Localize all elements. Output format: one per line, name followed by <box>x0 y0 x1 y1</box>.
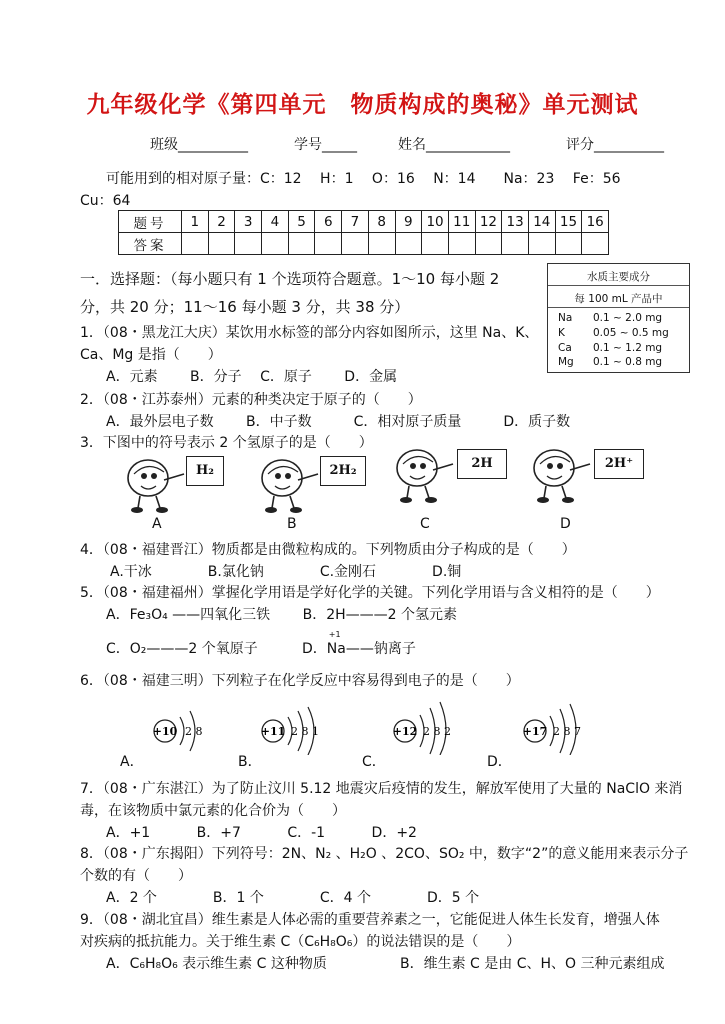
answer-table-number-row <box>119 211 609 233</box>
atomic-mass-cu: Cu：64 <box>80 193 131 209</box>
answer-cell[interactable] <box>422 233 449 255</box>
atom-diagram-d <box>520 703 600 755</box>
question-1-stem-cont: Ca、Mg 是指（ ） <box>80 347 222 363</box>
answer-table-answer-row <box>119 233 609 255</box>
answer-table-row-label: 答案 <box>119 233 182 255</box>
nucleus-label: +10 <box>152 725 178 738</box>
element-symbol: Ca <box>558 342 572 354</box>
answer-cell[interactable] <box>235 233 262 255</box>
answer-cell[interactable] <box>368 233 395 255</box>
question-number-cell: 4 <box>262 211 289 233</box>
question-4-options: A.干冰 B.氯化钠 C.金刚石 D.铜 <box>110 564 462 580</box>
question-8-stem: 8．（08・广东揭阳）下列符号：2N、N₂ 、H₂O 、2CO、SO₂ 中，数字“2”的意义能用来表示分子 <box>80 846 689 862</box>
question-number-cell: 3 <box>235 211 262 233</box>
question-number-cell: 9 <box>395 211 422 233</box>
electron-shells: 2 8 2 <box>423 725 451 738</box>
cartoon-kid-icon <box>534 450 590 503</box>
atom-option-b: B． <box>238 754 262 770</box>
section-heading-line2: 分，共 20 分；11～16 每小题 3 分，共 38 分） <box>80 298 410 316</box>
question-8-stem-cont: 个数的有（ ） <box>80 868 192 884</box>
element-symbol: Na <box>558 312 573 324</box>
question-number-cell: 2 <box>208 211 235 233</box>
option-d-suffix: ——钠离子 <box>345 641 416 657</box>
cartoon-kid-icon <box>262 460 318 513</box>
question-number-cell: 1 <box>182 211 209 233</box>
question-1-options: A．元素 B．分子 C．原子 D．金属 <box>106 369 398 385</box>
element-value: 0.1 ~ 0.8 mg <box>593 356 663 368</box>
answer-cell[interactable] <box>395 233 422 255</box>
divider <box>548 307 689 308</box>
question-number-cell: 6 <box>315 211 342 233</box>
question-number-cell: 13 <box>502 211 529 233</box>
question-5-stem: 5．（08・福建福州）掌握化学用语是学好化学的关键。下列化学用语与含义相符的是（ ） <box>80 585 660 601</box>
question-number-cell: 16 <box>582 211 609 233</box>
question-6-stem: 6．（08・福建三明）下列粒子在化学反应中容易得到电子的是（ ） <box>80 673 520 689</box>
electron-shells: 2 8 1 <box>291 725 319 738</box>
charge-annotation: +1 <box>328 630 341 639</box>
answer-cell[interactable] <box>315 233 342 255</box>
score-field: 评分__________ <box>566 137 664 153</box>
answer-cell[interactable] <box>475 233 502 255</box>
electron-shells: 2 8 <box>185 725 203 738</box>
atom-option-d: D． <box>487 754 512 770</box>
element-symbol: Mg <box>558 356 574 368</box>
question-number-cell: 8 <box>368 211 395 233</box>
student-id-field: 学号_____ <box>294 137 357 153</box>
question-9-stem-cont: 对疾病的抵抗能力。关于维生素 C（C₆H₈O₆）的说法错误的是（ ） <box>80 934 521 950</box>
cartoon-kid-icon <box>128 460 184 513</box>
element-value: 0.05 ~ 0.5 mg <box>593 327 669 339</box>
question-number-cell: 5 <box>288 211 315 233</box>
water-label-title: 水质主要成分 <box>587 271 650 283</box>
symbol-board-c: 2H <box>457 449 507 479</box>
question-number-cell: 12 <box>475 211 502 233</box>
question-7-stem: 7．（08・广东湛江）为了防止汶川 5.12 地震灾后疫情的发生，解放军使用了大量的 NaClO 来消 <box>80 781 683 797</box>
option-d-prefix: D． <box>302 641 327 657</box>
nucleus-label: +12 <box>392 725 418 738</box>
question-7-stem-cont: 毒，在该物质中氯元素的化合价为（ ） <box>80 803 346 819</box>
symbol-board-a: H₂ <box>186 456 224 486</box>
answer-cell[interactable] <box>582 233 609 255</box>
section-heading-line1: 一．选择题：（每小题只有 1 个选项符合题意。1～10 每小题 2 <box>80 270 500 288</box>
cartoon-kid-icon <box>397 450 453 503</box>
answer-cell[interactable] <box>448 233 475 255</box>
answer-cell[interactable] <box>342 233 369 255</box>
question-number-cell: 7 <box>342 211 369 233</box>
answer-cell[interactable] <box>262 233 289 255</box>
water-label-table <box>547 263 690 373</box>
question-4-stem: 4．（08・福建晋江）物质都是由微粒构成的。下列物质由分子构成的是（ ） <box>80 542 576 558</box>
element-symbol: Na <box>326 641 346 657</box>
question-1-stem: 1．（08・黑龙江大庆）某饮用水标签的部分内容如图所示，这里 Na、K、 <box>80 325 539 341</box>
atom-diagram-b <box>258 705 338 755</box>
divider <box>548 285 689 286</box>
element-value: 0.1 ~ 1.2 mg <box>593 342 663 354</box>
water-label-subtitle: 每 100 mL 产品中 <box>574 293 663 305</box>
answer-cell[interactable] <box>502 233 529 255</box>
answer-cell[interactable] <box>208 233 235 255</box>
question-number-cell: 14 <box>528 211 555 233</box>
figure-label-c: C <box>420 516 430 532</box>
question-2-options: A．最外层电子数 B．中子数 C．相对原子质量 D．质子数 <box>106 414 571 430</box>
question-9-stem: 9．（08・湖北宜昌）维生素是人体必需的重要营养素之一，它能促进人体生长发育，增强人体 <box>80 912 660 928</box>
page-title: 九年级化学《第四单元 物质构成的奥秘》单元测试 <box>86 91 639 118</box>
sodium-symbol <box>326 630 346 657</box>
name-field: 姓名____________ <box>398 137 510 153</box>
question-9-option-b: B．维生素 C 是由 C、H、O 三种元素组成 <box>400 956 665 972</box>
figure-label-b: B <box>287 516 297 532</box>
atom-diagram-a <box>150 705 220 755</box>
nucleus-label: +11 <box>260 725 286 738</box>
question-number-cell: 11 <box>448 211 475 233</box>
element-value: 0.1 ~ 2.0 mg <box>593 312 663 324</box>
symbol-board-b: 2H₂ <box>320 456 366 486</box>
question-number-cell: 10 <box>422 211 449 233</box>
question-5-option-ab: A．Fe₃O₄ ——四氧化三铁 B．2H———2 个氢元素 <box>106 607 458 623</box>
question-2-stem: 2．（08・江苏泰州）元素的种类决定于原子的（ ） <box>80 392 422 408</box>
answer-cell[interactable] <box>555 233 582 255</box>
atom-option-a: A． <box>120 754 144 770</box>
answer-cell[interactable] <box>288 233 315 255</box>
atomic-mass-line: 可能用到的相对原子量：C：12 H：1 O：16 N：14 Na：23 Fe：56 <box>106 171 621 187</box>
nucleus-label: +17 <box>522 725 548 738</box>
symbol-board-d: 2H⁺ <box>594 449 644 479</box>
answer-table-row-label: 题号 <box>119 211 182 233</box>
question-5-option-d <box>302 630 416 658</box>
question-7-options: A．+1 B．+7 C．-1 D．+2 <box>106 825 417 841</box>
question-number-cell: 15 <box>555 211 582 233</box>
answer-table <box>118 210 609 255</box>
question-9-option-a: A．C₆H₈O₆ 表示维生素 C 这种物质 <box>106 956 327 972</box>
figure-label-d: D <box>560 516 571 532</box>
question-3-stem: 3．下图中的符号表示 2 个氢原子的是（ ） <box>80 435 373 451</box>
electron-shells: 2 8 7 <box>553 725 581 738</box>
figure-label-a: A <box>152 516 162 532</box>
answer-cell[interactable] <box>528 233 555 255</box>
class-field: 班级__________ <box>150 137 248 153</box>
answer-cell[interactable] <box>182 233 209 255</box>
question-8-options: A．2 个 B．1 个 C．4 个 D．5 个 <box>106 890 480 906</box>
atom-option-c: C． <box>362 754 386 770</box>
atom-diagram-c <box>390 700 470 755</box>
question-5-option-c: C．O₂———2 个氧原子 <box>106 641 258 657</box>
element-symbol: K <box>558 327 565 339</box>
